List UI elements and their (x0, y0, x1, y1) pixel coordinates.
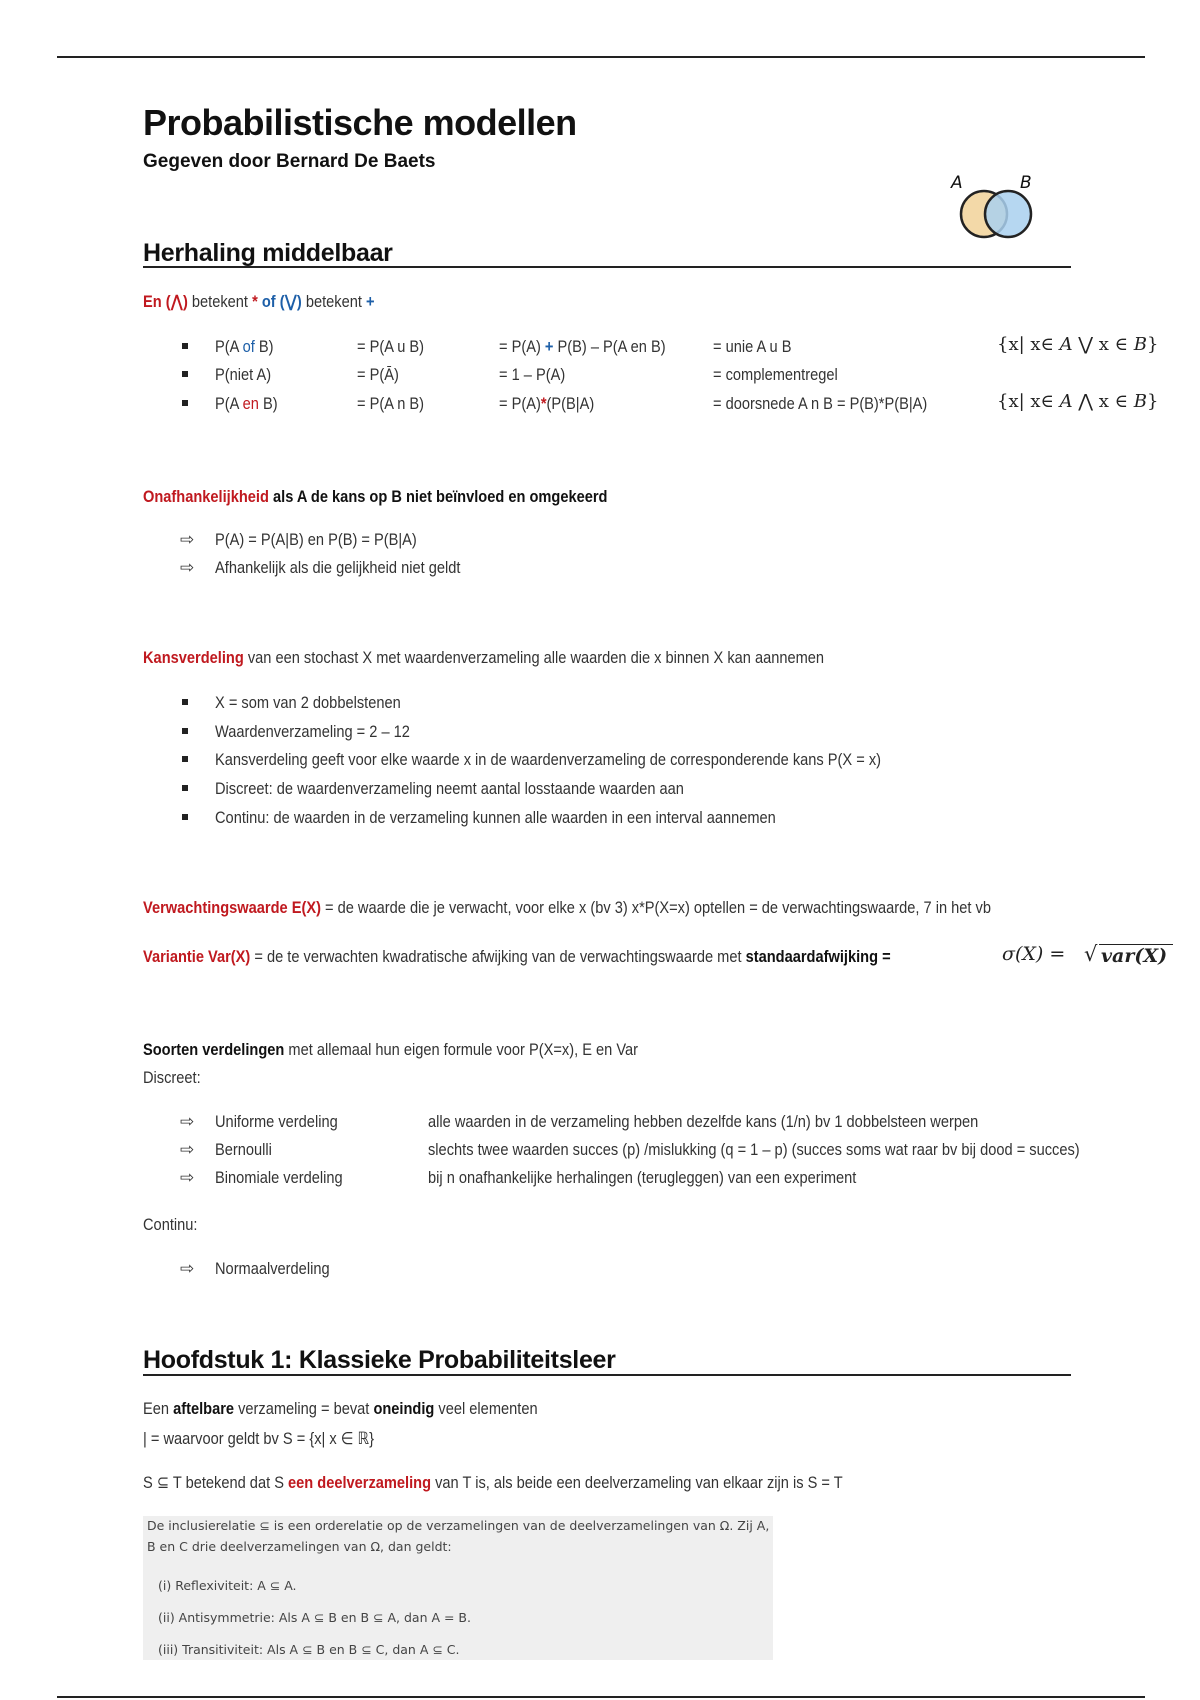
row2-col2: = P(Ā) (357, 365, 399, 384)
bottom-rule (57, 1696, 1145, 1698)
row3-col3: = P(A)*(P(B|A) (499, 394, 595, 413)
row2-col3: = 1 – P(A) (499, 365, 566, 384)
row3-col1: P(A en B) (215, 394, 278, 413)
venn-diagram (948, 168, 1038, 243)
section-heading-hoofdstuk1: Hoofdstuk 1: Klassieke Probabiliteitsleer (143, 1346, 616, 1374)
row3-set: {x| x∈ 𝐴 ⋀ x ∈ 𝐵} (997, 391, 1159, 412)
quote-paragraph-1: De inclusierelatie ⊆ is een orderelatie op de verzamelingen van de deelverzamelingen van Ω. Zij A, (147, 1518, 770, 1533)
section-underline (143, 266, 1071, 268)
venn-circle-b (985, 191, 1031, 237)
deelverzameling-line: S ⊆ T betekend dat S een deelverzameling van T is, als beide een deelverzameling van elkaar zijn is S = T (143, 1473, 843, 1492)
section-underline (143, 1374, 1071, 1376)
bullet (182, 814, 188, 820)
continu-item-1: Normaalverdeling (215, 1259, 330, 1278)
onafh-item-2: Afhankelijk als die gelijkheid niet geldt (215, 558, 461, 577)
arrow-icon: ⇨ (180, 1140, 195, 1159)
kans-item-3: Kansverdeling geeft voor elke waarde x in de waardenverzameling de corresponderende kans P(X = x) (215, 750, 882, 769)
arrow-icon: ⇨ (180, 1259, 195, 1278)
quote-paragraph-2: B en C drie deelverzamelingen van Ω, dan geldt: (147, 1539, 452, 1554)
verwachtingswaarde-line: Verwachtingswaarde E(X) = de waarde die je verwacht, voor elke x (bv 3) x*P(X=x) optellen = de verwachtingswaarde, 7 in het vb (143, 898, 991, 917)
distribution-desc: bij n onafhankelijke herhalingen (terugleggen) van een experiment (428, 1168, 857, 1187)
sigma-formula: σ(X) = (1002, 943, 1066, 965)
venn-label-a: A (951, 173, 963, 193)
row2-col1: P(niet A) (215, 365, 272, 384)
sqrt-icon: √ (1084, 942, 1098, 966)
venn-label-b: B (1020, 173, 1032, 193)
arrow-icon: ⇨ (180, 1112, 195, 1131)
quote-item-2: (ii) Antisymmetrie: Als A ⊆ B en B ⊆ A, dan A = B. (158, 1610, 471, 1625)
discreet-label: Discreet: (143, 1068, 201, 1087)
kans-item-5: Continu: de waarden in de verzameling kunnen alle waarden in een interval aannemen (215, 808, 776, 827)
row1-col2: = P(A u B) (357, 337, 425, 356)
top-rule (57, 56, 1145, 58)
waarvoor-line: | = waarvoor geldt bv S = {x| x ∈ ℝ} (143, 1429, 375, 1448)
onafh-item-1: P(A) = P(A|B) en P(B) = P(B|A) (215, 530, 417, 549)
bullet (182, 699, 188, 705)
arrow-icon: ⇨ (180, 530, 195, 549)
distribution-name: Bernoulli (215, 1140, 272, 1159)
onafhankelijkheid-line: Onafhankelijkheid als A de kans op B niet beïnvloed en omgekeerd (143, 487, 608, 506)
section-heading-herhaling: Herhaling middelbaar (143, 239, 393, 267)
distribution-name: Uniforme verdeling (215, 1112, 338, 1131)
kansverdeling-line: Kansverdeling van een stochast X met waardenverzameling alle waarden die x binnen X kan aannemen (143, 648, 825, 667)
aftelbare-line: Een aftelbare verzameling = bevat oneindig veel elementen (143, 1399, 538, 1418)
quote-item-1: (i) Reflexiviteit: A ⊆ A. (158, 1578, 297, 1593)
variantie-line: Variantie Var(X) = de te verwachten kwadratische afwijking van de verwachtingswaarde met standaardafwijking = (143, 947, 891, 966)
distribution-name: Binomiale verdeling (215, 1168, 343, 1187)
kans-item-4: Discreet: de waardenverzameling neemt aantal losstaande waarden aan (215, 779, 684, 798)
bullet (182, 371, 188, 377)
continu-label: Continu: (143, 1215, 198, 1234)
row1-set: {x| x∈ 𝐴 ⋁ x ∈ 𝐵} (997, 334, 1159, 355)
sqrt-radicand: var(X) (1101, 945, 1168, 967)
page-subtitle: Gegeven door Bernard De Baets (143, 151, 436, 172)
arrow-icon: ⇨ (180, 558, 195, 577)
kans-item-2: Waardenverzameling = 2 – 12 (215, 722, 410, 741)
row3-col4: = doorsnede A n B = P(B)*P(B|A) (713, 394, 928, 413)
page-title: Probabilistische modellen (143, 102, 577, 143)
row3-col2: = P(A n B) (357, 394, 425, 413)
distribution-desc: alle waarden in de verzameling hebben dezelfde kans (1/n) bv 1 dobbelsteen werpen (428, 1112, 979, 1131)
arrow-icon: ⇨ (180, 1168, 195, 1187)
en-of-line: En (⋀) betekent * of (⋁) betekent + (143, 292, 375, 311)
row2-col4: = complementregel (713, 365, 838, 384)
soorten-line: Soorten verdelingen met allemaal hun eigen formule voor P(X=x), E en Var (143, 1040, 638, 1059)
kans-item-1: X = som van 2 dobbelstenen (215, 693, 401, 712)
bullet (182, 785, 188, 791)
bullet (182, 400, 188, 406)
row1-col1: P(A of B) (215, 337, 274, 356)
quote-item-3: (iii) Transitiviteit: Als A ⊆ B en B ⊆ C, dan A ⊆ C. (158, 1642, 460, 1657)
bullet (182, 343, 188, 349)
distribution-desc: slechts twee waarden succes (p) /mislukking (q = 1 – p) (succes soms wat raar bv bij dood = succes) (428, 1140, 1080, 1159)
bullet (182, 756, 188, 762)
bullet (182, 728, 188, 734)
row1-col3: = P(A) + P(B) – P(A en B) (499, 337, 666, 356)
row1-col4: = unie A u B (713, 337, 792, 356)
